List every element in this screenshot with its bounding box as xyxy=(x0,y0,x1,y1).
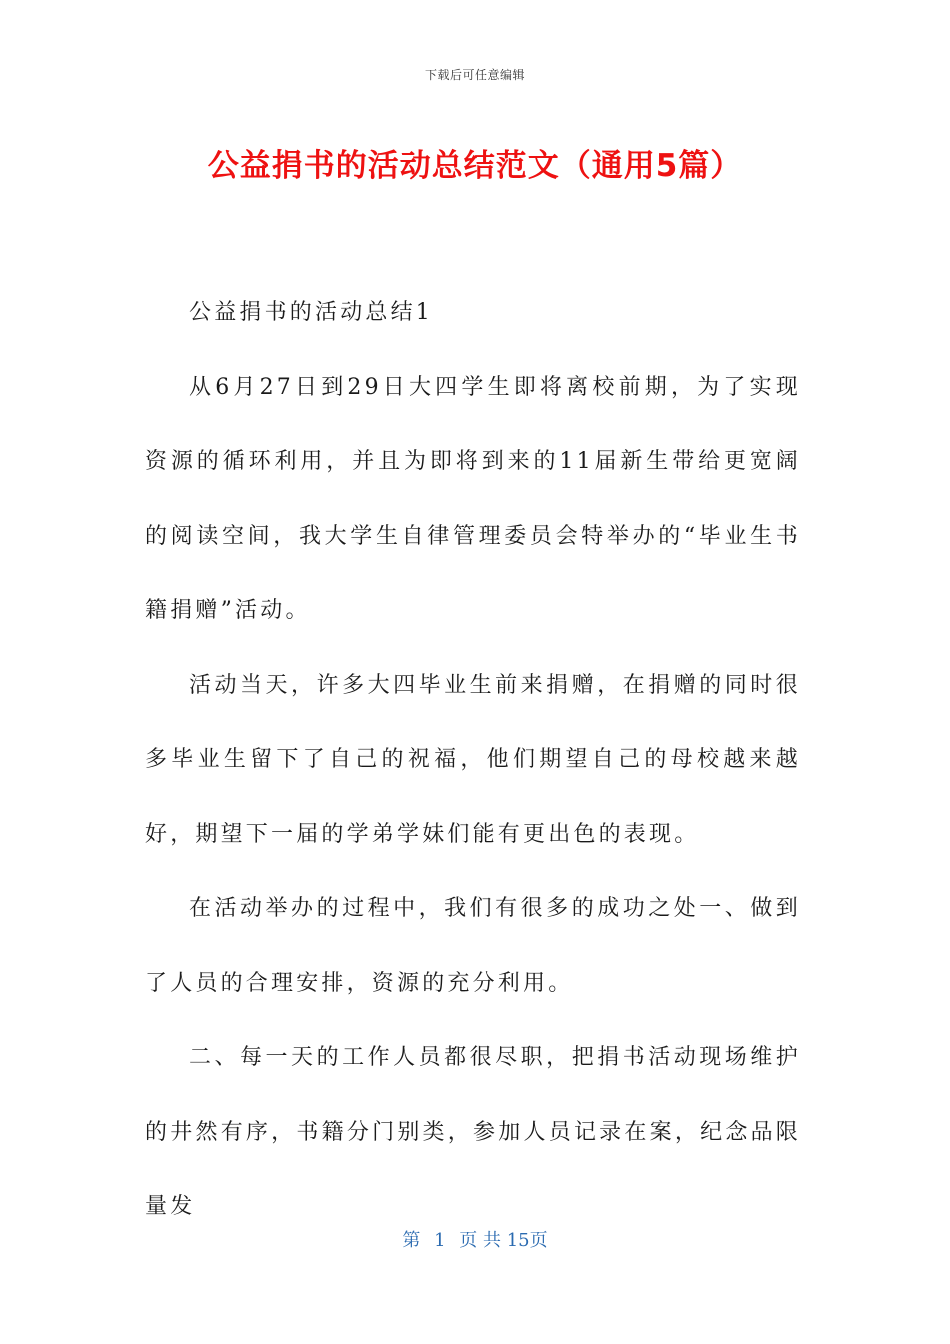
page-number: 1 xyxy=(434,1230,446,1251)
footer-prefix: 第 xyxy=(402,1230,421,1251)
document-title: 公益捐书的活动总结范文（通用5篇） xyxy=(207,148,743,184)
page-footer xyxy=(0,1226,950,1252)
footer-middle: 页 共 xyxy=(459,1230,501,1251)
document-body xyxy=(145,276,801,1245)
paragraph: 二、每一天的工作人员都很尽职，把捐书活动现场维护的井然有序，书籍分门别类，参加人员记录在案，纪念品限量发 xyxy=(145,1045,801,1219)
section-heading: 公益捐书的活动总结1 xyxy=(189,300,433,325)
paragraph: 活动当天，许多大四毕业生前来捐赠，在捐赠的同时很多毕业生留下了自己的祝福，他们期望自己的母校越来越好，期望下一届的学弟学妹们能有更出色的表现。 xyxy=(145,672,801,847)
paragraph: 在活动举办的过程中，我们有很多的成功之处一、做到了人员的合理安排，资源的充分利用。 xyxy=(145,896,801,996)
total-pages: 15页 xyxy=(506,1230,548,1251)
paragraph: 从6月27日到29日大四学生即将离校前期，为了实现资源的循环利用，并且为即将到来的11届新生带给更宽阔的阅读空间，我大学生自律管理委员会特举办的“毕业生书籍捐赠”活动。 xyxy=(145,374,801,623)
header-note: 下载后可任意编辑 xyxy=(424,68,525,82)
